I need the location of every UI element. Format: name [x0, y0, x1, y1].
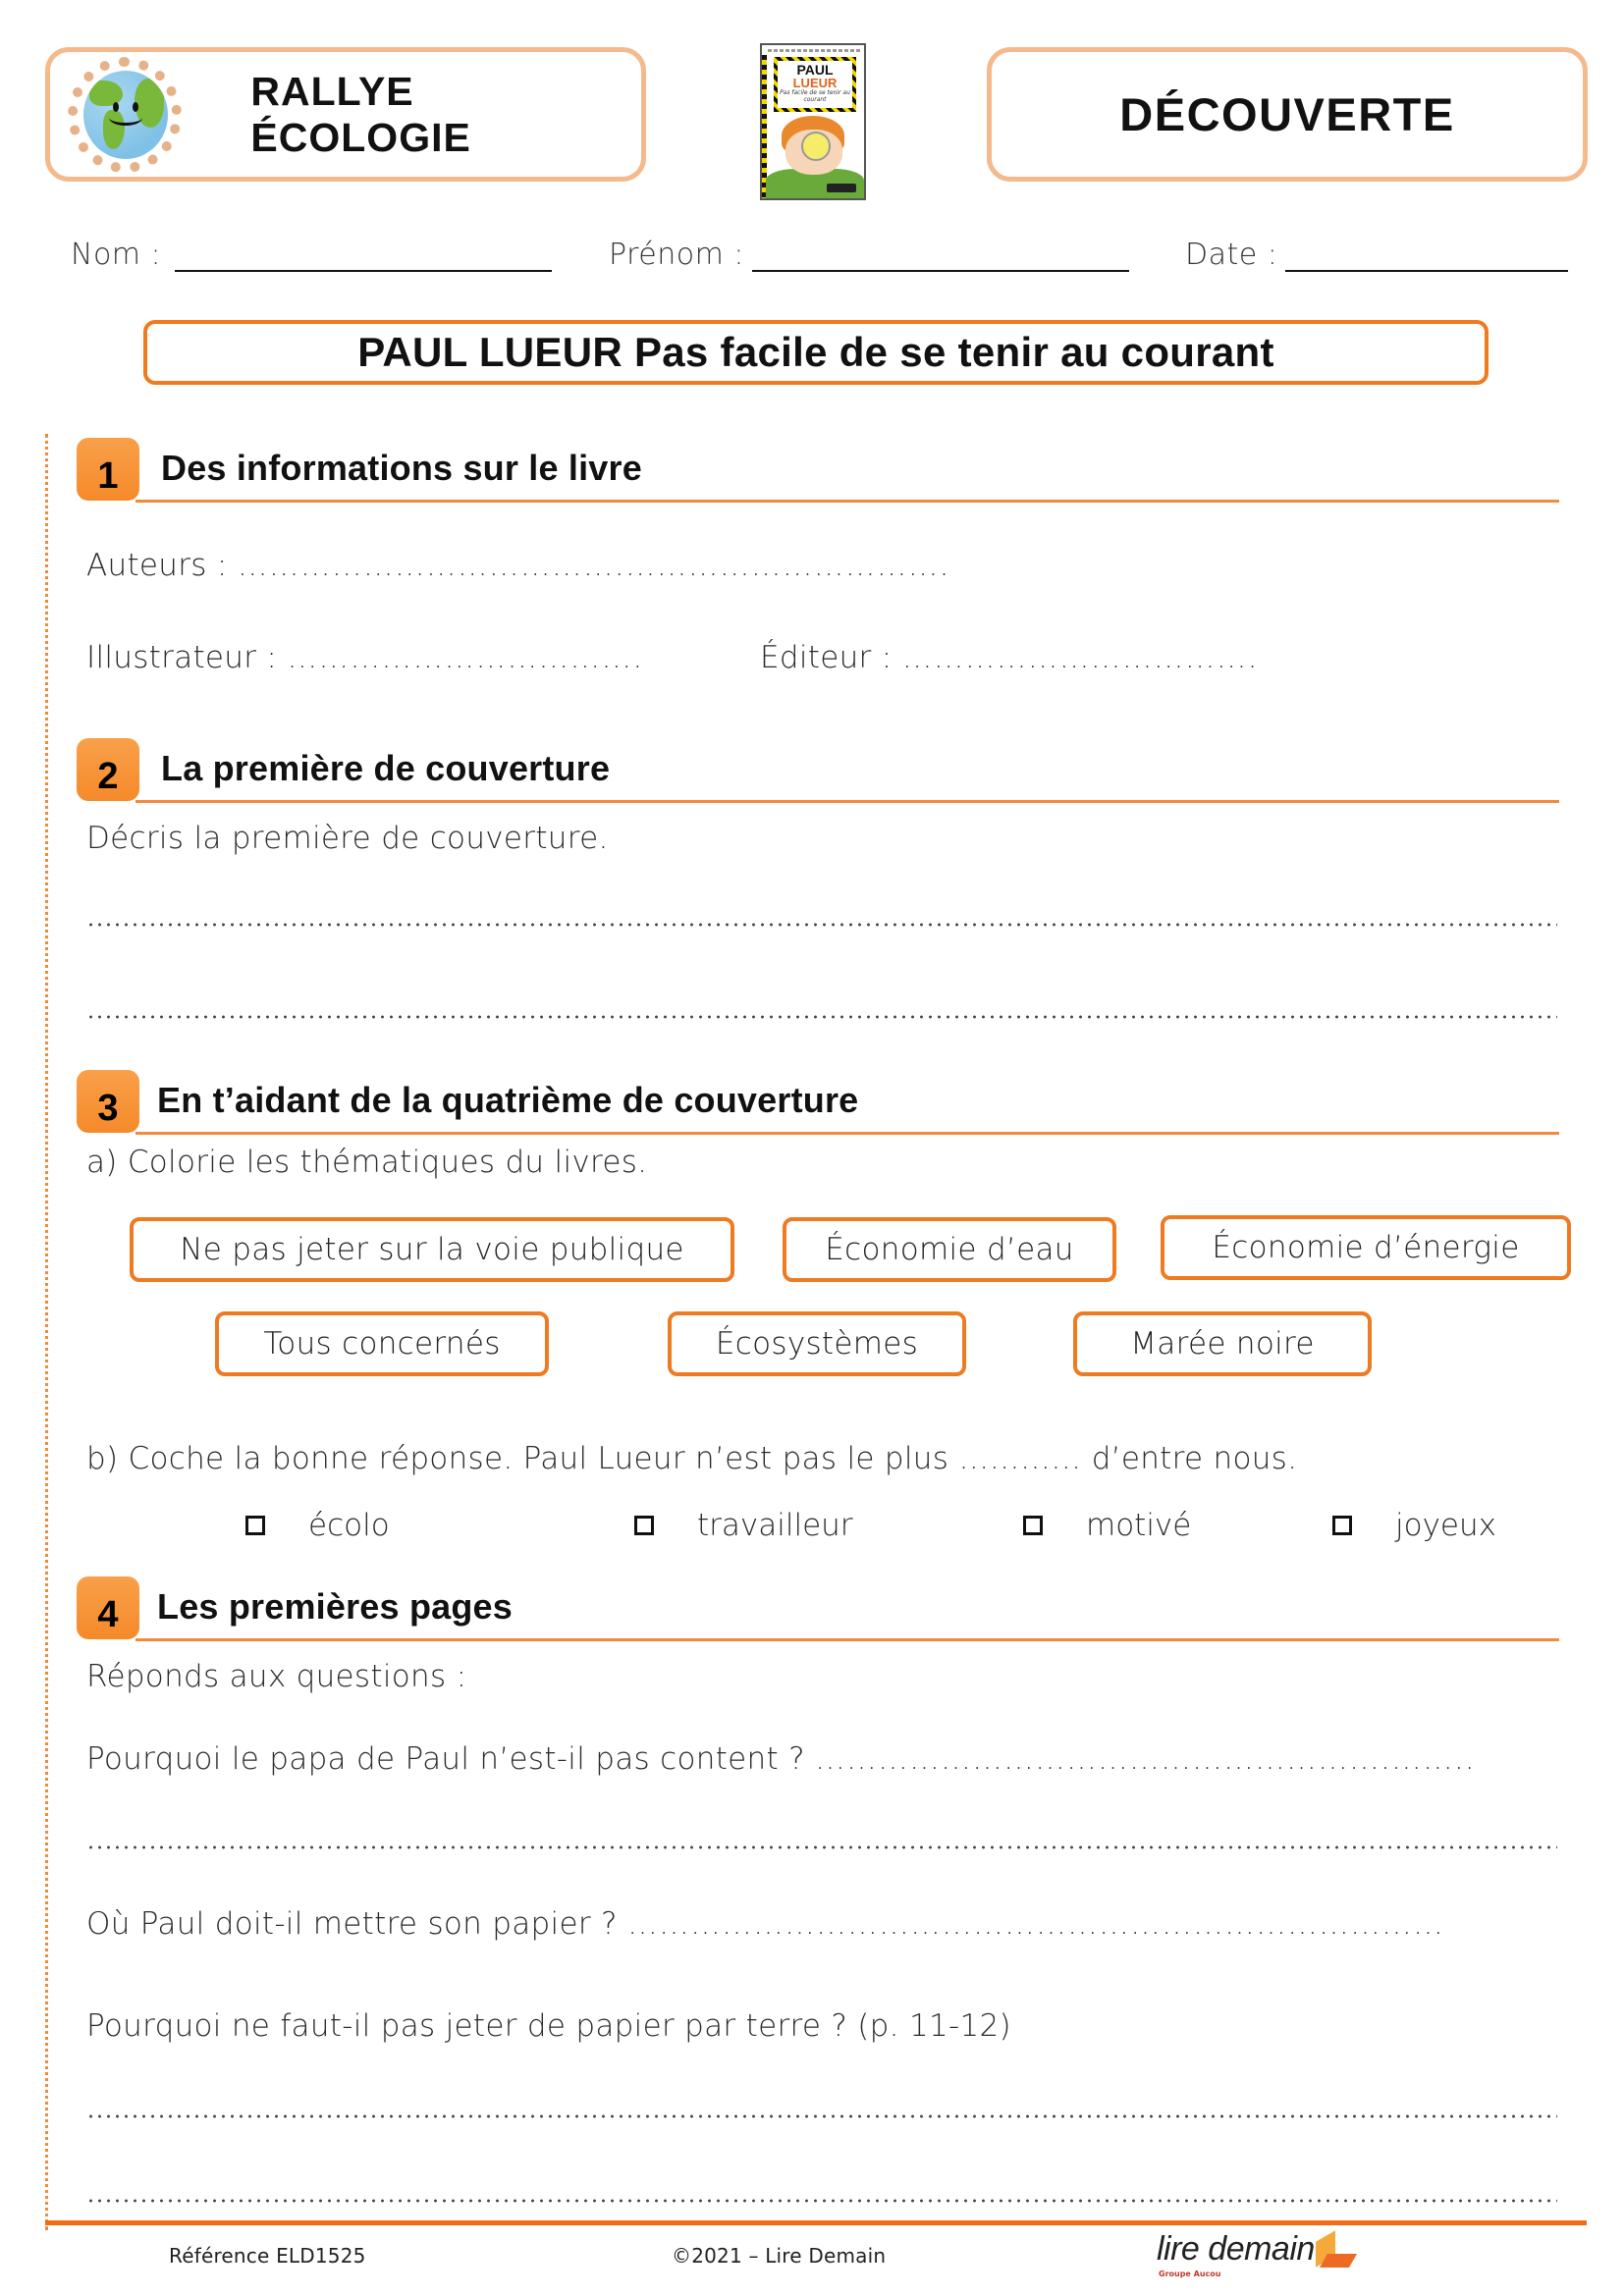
- lire-demain-logo: [1157, 2230, 1373, 2279]
- question-text: Pourquoi le papa de Paul n’est-il pas content ?: [86, 1741, 805, 1777]
- book-title-banner: [143, 320, 1489, 385]
- lightbulb-icon: [801, 132, 831, 161]
- theme-tag[interactable]: Tous concernés: [215, 1311, 549, 1376]
- brand-name: lire demain: [1157, 2230, 1315, 2268]
- answer-line[interactable]: [86, 2114, 1557, 2118]
- checkbox[interactable]: [245, 1516, 265, 1535]
- question-2[interactable]: [86, 1906, 1444, 1942]
- publisher-blank[interactable]: …………………………….: [901, 640, 1259, 675]
- left-dotted-margin: [45, 434, 48, 2230]
- cover-title-lueur: LUEUR: [792, 76, 838, 90]
- option-label: motivé: [1086, 1508, 1192, 1543]
- reference-text: Référence ELD1525: [169, 2244, 366, 2268]
- book-title: PAUL LUEUR Pas facile de se tenir au courant: [357, 329, 1274, 375]
- cover-subtitle: Pas facile de se tenir au courant: [780, 89, 850, 103]
- section-divider: [135, 800, 1559, 803]
- question-1[interactable]: [86, 1741, 1476, 1777]
- section-number-badge: 4: [77, 1576, 139, 1639]
- theme-tag[interactable]: Économie d’eau: [783, 1217, 1116, 1282]
- answer-blank[interactable]: ……………………………………………….……..: [815, 1741, 1476, 1777]
- date-label: Date :: [1185, 238, 1278, 272]
- theme-tag[interactable]: Économie d’énergie: [1161, 1215, 1571, 1280]
- cover-title-paul: PAUL: [796, 62, 834, 78]
- firstname-field[interactable]: [609, 238, 1129, 272]
- date-field[interactable]: [1185, 238, 1568, 272]
- answer-line[interactable]: [86, 1845, 1557, 1849]
- question-text: Où Paul doit-il mettre son papier ?: [86, 1906, 618, 1942]
- section-title: La première de couverture: [161, 748, 611, 788]
- illustrator-field[interactable]: [86, 640, 643, 675]
- answer-line[interactable]: [86, 923, 1557, 927]
- option-label: travailleur: [697, 1508, 853, 1543]
- answer-line[interactable]: [86, 2199, 1557, 2203]
- section-number-badge: 3: [77, 1070, 139, 1133]
- identity-row: [71, 238, 1573, 277]
- section-title: Des informations sur le livre: [161, 448, 642, 488]
- option-label: joyeux: [1395, 1508, 1496, 1543]
- section-title: Les premières pages: [157, 1586, 513, 1627]
- discovery-title: DÉCOUVERTE: [1119, 88, 1455, 140]
- book-shape-icon: [1320, 2254, 1357, 2268]
- rally-title: RALLYE ÉCOLOGIE: [250, 68, 471, 160]
- questions-instruction: Réponds aux questions :: [86, 1659, 467, 1694]
- answer-blank[interactable]: ……………………………………………………………………: [626, 1906, 1444, 1942]
- date-input-line[interactable]: [1285, 240, 1568, 272]
- name-label: Nom :: [71, 238, 162, 272]
- answer-line[interactable]: [86, 1015, 1557, 1019]
- authors-label: Auteurs :: [86, 548, 228, 583]
- themes-instruction: a) Colorie les thématiques du livres.: [86, 1145, 648, 1180]
- discovery-header-box: [987, 47, 1588, 182]
- section-3-header: [77, 1070, 1559, 1135]
- section-title: En t’aidant de la quatrième de couverture: [157, 1080, 859, 1120]
- option-label: écolo: [308, 1508, 390, 1543]
- checkbox[interactable]: [1023, 1516, 1043, 1535]
- publisher-label: Éditeur :: [760, 640, 893, 675]
- option-ecolo[interactable]: [245, 1508, 390, 1543]
- footer-divider: [45, 2220, 1587, 2225]
- section-number-badge: 1: [77, 438, 139, 501]
- theme-tag[interactable]: Écosystèmes: [668, 1311, 966, 1376]
- theme-tag[interactable]: Ne pas jeter sur la voie publique: [130, 1217, 734, 1282]
- authors-blank[interactable]: ……………………………….………………………….: [237, 548, 950, 583]
- firstname-label: Prénom :: [609, 238, 744, 272]
- section-2-header: [77, 738, 1559, 803]
- section-1-header: [77, 438, 1559, 503]
- rally-header-box: [45, 47, 646, 182]
- option-motive[interactable]: [1023, 1508, 1191, 1543]
- firstname-input-line[interactable]: [752, 240, 1129, 272]
- cover-instruction: Décris la première de couverture.: [86, 821, 609, 856]
- question-3: Pourquoi ne faut-il pas jeter de papier par terre ? (p. 11-12): [86, 2008, 1011, 2044]
- illustrator-label: Illustrateur :: [86, 640, 278, 675]
- brand-subtitle: Groupe Aucou: [1159, 2269, 1221, 2278]
- section-divider: [135, 500, 1559, 503]
- checkbox[interactable]: [1332, 1516, 1352, 1535]
- name-field[interactable]: [71, 238, 552, 272]
- smiling-earth-globe-icon: [68, 57, 182, 173]
- checkbox[interactable]: [634, 1516, 654, 1535]
- publisher-field[interactable]: [760, 640, 1259, 675]
- section-number-badge: 2: [77, 738, 139, 801]
- section-4-header: [77, 1576, 1559, 1641]
- authors-field[interactable]: [86, 548, 950, 583]
- theme-tag[interactable]: Marée noire: [1073, 1311, 1372, 1376]
- name-input-line[interactable]: [175, 240, 552, 272]
- section-divider: [135, 1132, 1559, 1135]
- checkbox-instruction: b) Coche la bonne réponse. Paul Lueur n’est pas le plus ………… d’entre nous.: [86, 1441, 1298, 1476]
- section-divider: [135, 1638, 1559, 1641]
- copyright-text: ©2021 – Lire Demain: [672, 2244, 887, 2268]
- illustrator-blank[interactable]: …………………………….: [287, 640, 644, 675]
- option-joyeux[interactable]: [1332, 1508, 1496, 1543]
- book-cover-image: [760, 43, 866, 200]
- option-travailleur[interactable]: [634, 1508, 853, 1543]
